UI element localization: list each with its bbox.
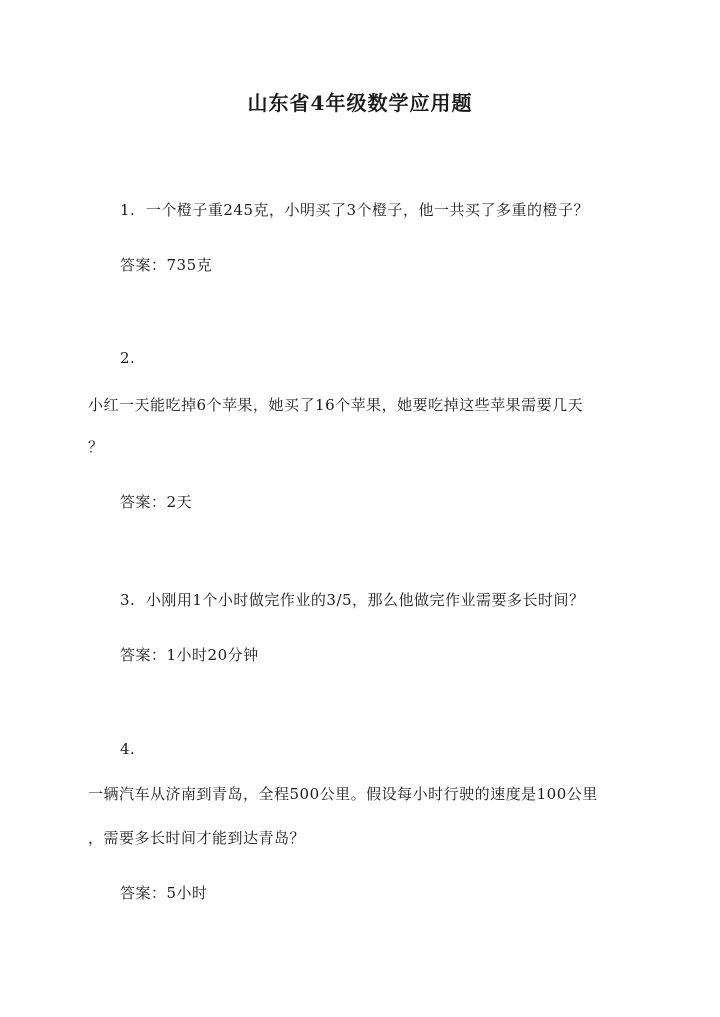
question-text: 小刚用1个小时做完作业的3/5，那么他做完作业需要多长时间？: [145, 591, 585, 609]
question-4-text-line-2: ，需要多长时间才能到达青岛？: [88, 829, 306, 847]
question-2-text-line-2: ？: [88, 438, 104, 456]
answer-3: 答案：1小时20分钟: [120, 646, 259, 664]
question-2-number: 2.: [120, 349, 136, 367]
question-4-text-line-1: 一辆汽车从济南到青岛，全程500公里。假设每小时行驶的速度是100公里: [88, 785, 598, 803]
question-2-text-line-1: 小红一天能吃掉6个苹果，她买了16个苹果，她要吃掉这些苹果需要几天: [88, 396, 584, 414]
answer-4: 答案：5小时: [120, 884, 208, 902]
question-1: [120, 199, 589, 220]
question-3: [120, 589, 585, 610]
question-number: 3.: [120, 591, 136, 609]
answer-1: 答案：735克: [120, 256, 213, 274]
question-4-number: 4.: [120, 740, 136, 758]
question-number: 1.: [120, 201, 136, 219]
answer-2: 答案：2天: [120, 493, 193, 511]
question-text: 一个橙子重245克，小明买了3个橙子，他一共买了多重的橙子？: [145, 201, 590, 219]
document-title: 山东省4年级数学应用题: [247, 91, 473, 115]
